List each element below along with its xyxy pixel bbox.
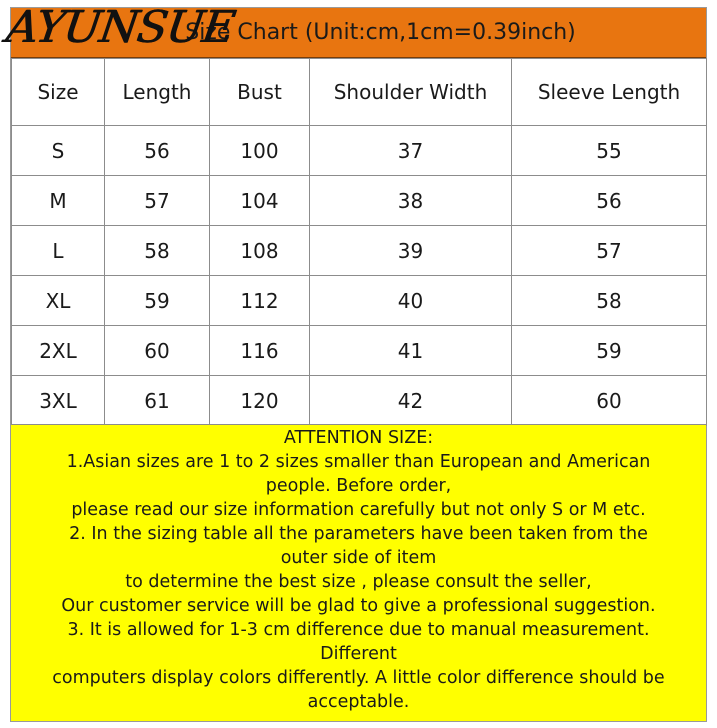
length-cell: 58: [105, 226, 210, 276]
notice-heading: ATTENTION SIZE:: [283, 428, 434, 448]
length-cell: 56: [105, 126, 210, 176]
column-header-length: Length: [105, 59, 210, 126]
shoulder-width-cell: 42: [310, 376, 512, 426]
length-cell: 59: [105, 276, 210, 326]
shoulder-width-cell: 40: [310, 276, 512, 326]
column-header-shoulder-width: Shoulder Width: [310, 59, 512, 126]
table-header-row: [12, 59, 707, 126]
size-cell: XL: [12, 276, 105, 326]
attention-notice: [11, 424, 706, 721]
title-bar: [11, 8, 706, 58]
notice-line: Our customer service will be glad to give a professional suggestion.: [61, 596, 656, 616]
size-chart: [3, 2, 707, 722]
table-row: [12, 226, 707, 276]
table-row: [12, 376, 707, 426]
notice-line: outer side of item: [280, 548, 437, 568]
chart-title: Size Chart (Unit:cm,1cm=0.39inch): [185, 20, 576, 45]
sleeve-length-cell: 57: [512, 226, 707, 276]
length-cell: 61: [105, 376, 210, 426]
table-row: [12, 326, 707, 376]
size-cell: 2XL: [12, 326, 105, 376]
bust-cell: 104: [210, 176, 310, 226]
notice-line: please read our size information carefully but not only S or M etc.: [71, 500, 646, 520]
notice-line: 3. It is allowed for 1-3 cm difference due to manual measurement.: [67, 620, 650, 640]
table-row: [12, 126, 707, 176]
brand-logo: AYUNSUE: [3, 2, 238, 53]
notice-line: acceptable.: [307, 692, 410, 712]
bust-cell: 112: [210, 276, 310, 326]
notice-line: 2. In the sizing table all the parameters have been taken from the: [69, 524, 648, 544]
length-cell: 57: [105, 176, 210, 226]
shoulder-width-cell: 38: [310, 176, 512, 226]
table-row: [12, 276, 707, 326]
sleeve-length-cell: 59: [512, 326, 707, 376]
bust-cell: 116: [210, 326, 310, 376]
column-header-sleeve-length: Sleeve Length: [512, 59, 707, 126]
column-header-bust: Bust: [210, 59, 310, 126]
size-cell: M: [12, 176, 105, 226]
bust-cell: 108: [210, 226, 310, 276]
sleeve-length-cell: 55: [512, 126, 707, 176]
length-cell: 60: [105, 326, 210, 376]
notice-line: Different: [320, 644, 397, 664]
table-row: [12, 176, 707, 226]
bust-cell: 100: [210, 126, 310, 176]
notice-line: people. Before order,: [265, 476, 452, 496]
column-header-size: Size: [12, 59, 105, 126]
sleeve-length-cell: 60: [512, 376, 707, 426]
size-table: [11, 58, 707, 426]
shoulder-width-cell: 41: [310, 326, 512, 376]
sleeve-length-cell: 56: [512, 176, 707, 226]
bust-cell: 120: [210, 376, 310, 426]
shoulder-width-cell: 39: [310, 226, 512, 276]
size-cell: L: [12, 226, 105, 276]
notice-line: 1.Asian sizes are 1 to 2 sizes smaller than European and American: [66, 452, 651, 472]
shoulder-width-cell: 37: [310, 126, 512, 176]
size-cell: 3XL: [12, 376, 105, 426]
notice-line: computers display colors differently. A little color difference should be: [52, 668, 665, 688]
size-cell: S: [12, 126, 105, 176]
notice-line: to determine the best size , please consult the seller,: [125, 572, 592, 592]
sleeve-length-cell: 58: [512, 276, 707, 326]
